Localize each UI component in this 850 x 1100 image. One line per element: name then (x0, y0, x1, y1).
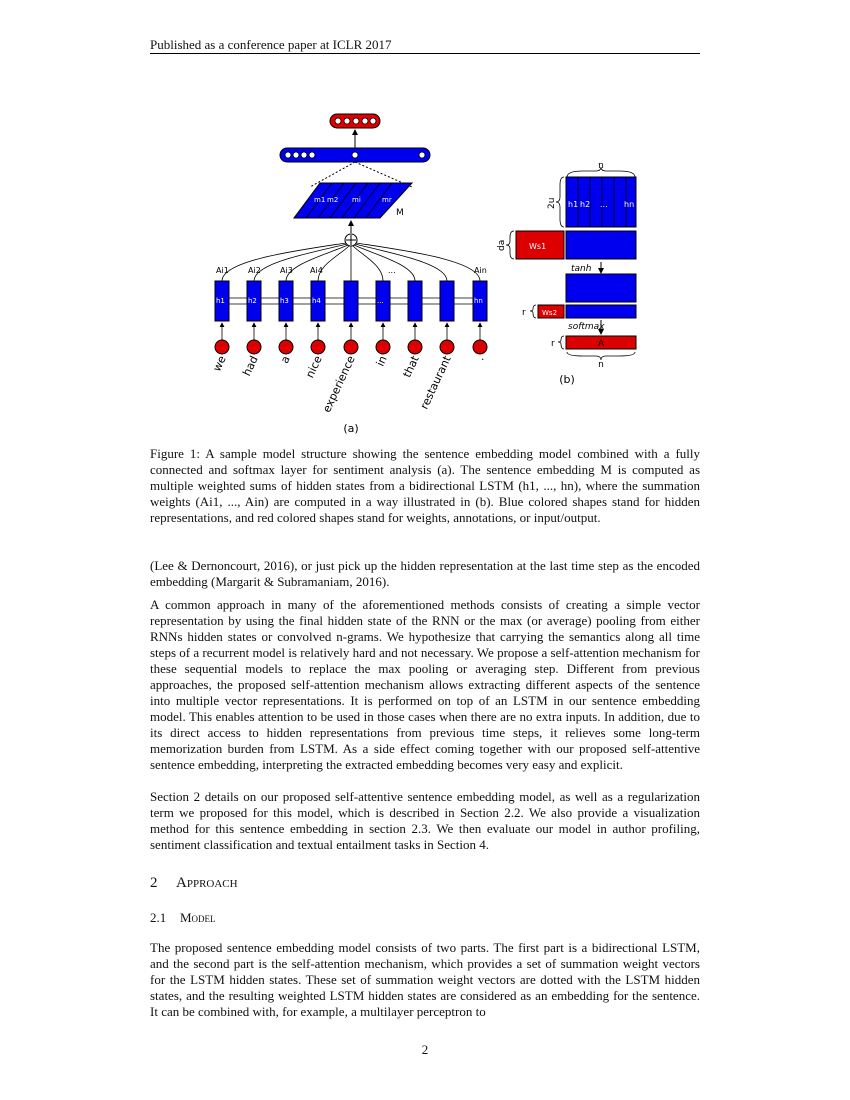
weight-label: Ai1 (216, 266, 229, 275)
dim-n-bottom: n (598, 360, 604, 370)
panel-a-label: (a) (343, 422, 359, 435)
weight-label: Ai3 (280, 266, 293, 275)
body-paragraph: A common approach in many of the aforementioned methods consists of creating a simple vector representation by using the final hidden state of the RNN or the max (or average) pooling from either RNNs hidden states or convolved n-grams. We hypothesize that carrying the semantics along all time steps of a recurrent model is relatively hard and not necessary. We propose a self-attention mechanism for these sequential models to replace the max pooling or averaging step. Different from previous approaches, the proposed self-attention mechanism allows extracting different aspects of the sentence into multiple vector representations. It is performed on top of an LSTM in our sentence embedding model. This enables attention to be used in those cases when there are no extra inputs. In addition, due to its direct access to hidden representations from previous time steps, it relieves some long-term memorization burden from LSTM. As a side effect coming together with our proposed self-attentive sentence embedding, interpreting the extracted embedding becomes very easy and explicit. (150, 597, 700, 772)
section-title: Approach (176, 875, 238, 891)
input-word: . (473, 353, 487, 363)
h-label: ... (600, 200, 608, 209)
weight-label: Ai2 (248, 266, 261, 275)
input-word: we (210, 353, 229, 374)
section-heading (150, 875, 238, 892)
input-word: had (240, 353, 261, 379)
body-paragraph: Section 2 details on our proposed self-attentive sentence embedding model, as well as a regularization term we proposed for this model, which is described in Section 2.2. We also provide a visualization method for this sentence embedding in section 2.3. We then evaluate our model in author profiling, sentiment classification and textual entailment tasks in Section 4. (150, 789, 700, 852)
hidden-label: hn (474, 297, 483, 305)
ws1-label: Ws1 (529, 242, 547, 251)
weight-label: Ain (474, 266, 487, 275)
m-label: mi (352, 196, 361, 204)
subsection-title: Model (180, 910, 216, 925)
weight-label: ... (388, 266, 396, 275)
m-label: m2 (327, 196, 339, 204)
running-header: Published as a conference paper at ICLR 2017 (150, 37, 392, 52)
header-rule (150, 53, 700, 54)
h-label: hn (624, 200, 635, 209)
input-word: in (373, 353, 390, 369)
input-word: nice (303, 353, 325, 380)
hidden-label: h1 (216, 297, 225, 305)
attention-weight-curves (222, 243, 480, 281)
input-word: a (278, 353, 293, 366)
input-word-embeddings (215, 340, 487, 354)
weight-label: Ai4 (310, 266, 323, 275)
subsection-heading (150, 910, 216, 926)
body-paragraph: (Lee & Dernoncourt, 2016), or just pick up the hidden representation at the last time step as the encoded embedding (Margarit & Subramaniam, 2016). (150, 558, 700, 589)
ws2-label: Ws2 (542, 309, 558, 317)
panel-b-label: (b) (559, 373, 575, 386)
matrix-label: M (396, 208, 404, 218)
figure-diagram (150, 105, 700, 445)
dim-n-top: n (598, 161, 604, 171)
m-label: m1 (314, 196, 326, 204)
a-label: A (598, 339, 605, 349)
dim-r-1: r (522, 308, 526, 318)
figure-caption: Figure 1: A sample model structure showing the sentence embedding model combined with a fully connected and softmax layer for sentiment analysis (a). The sentence embedding M is computed as multiple weighted sums of hidden states from a bidirectional LSTM (h1, ..., hn), where the summation weights (Ai1, ..., Ain) are computed in a way illustrated in (b). Blue colored shapes stand for hidden representations, and red colored shapes stand for weights, annotations, or input/output. (150, 446, 700, 525)
hidden-label: ... (377, 297, 384, 305)
tanh-label: tanh (571, 264, 592, 274)
dim-2u: 2u (547, 197, 557, 209)
hidden-label: h3 (280, 297, 289, 305)
input-word: experience (320, 353, 358, 415)
tanh-output (566, 274, 636, 302)
hidden-label: h4 (312, 297, 321, 305)
page-number: 2 (421, 1042, 429, 1057)
body-paragraph: The proposed sentence embedding model consists of two parts. The first part is a bidirectional LSTM, and the second part is the self-attention mechanism, which provides a set of summation weight vectors for the LSTM hidden states. These set of summation weight vectors are dotted with the LSTM hidden states, and the resulting weighted LSTM hidden states are considered as an embedding for the sentence. It can be combined with, for example, a multilayer perceptron to (150, 940, 700, 1019)
dim-r-2: r (551, 339, 555, 349)
hidden-label: h2 (248, 297, 257, 305)
dim-da: da (497, 239, 507, 251)
input-word: that (400, 353, 422, 380)
h-label: h2 (580, 200, 591, 209)
input-word: restaurant (417, 353, 454, 412)
product-Ws1-H (566, 231, 636, 259)
section-number: 2 (150, 875, 158, 891)
h-label: h1 (568, 200, 579, 209)
softmax-label: softmax (568, 322, 605, 332)
subsection-number: 2.1 (150, 910, 167, 925)
product-Ws2 (566, 305, 636, 318)
m-label: mr (382, 196, 392, 204)
figure-1 (150, 105, 700, 445)
